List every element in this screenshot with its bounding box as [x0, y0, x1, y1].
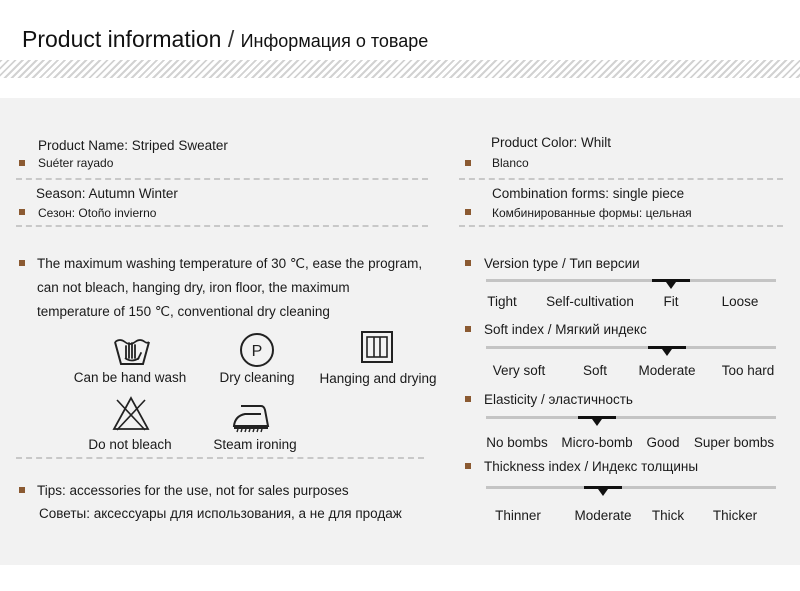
- scale-pointer-icon: [592, 419, 602, 426]
- care-label-steam-iron: Steam ironing: [213, 437, 297, 452]
- combination-forms: Combination forms: single piece: [492, 186, 685, 201]
- season-sub: Сезон: Otoño invierno: [38, 206, 157, 220]
- product-color-es: Blanco: [492, 156, 529, 170]
- bullet-icon: [465, 326, 471, 332]
- page-title-en: Product information: [22, 26, 222, 52]
- scale-pointer-icon: [666, 282, 676, 289]
- scale-title: Soft index / Мягкий индекс: [484, 322, 647, 337]
- page-title: [22, 26, 428, 53]
- combination-forms-ru: Комбинированные формы: цельная: [492, 206, 692, 220]
- divider: [16, 457, 424, 459]
- bullet-icon: [19, 487, 25, 493]
- divider: [16, 225, 428, 227]
- scale-title: Thickness index / Индекс толщины: [484, 459, 699, 474]
- scale-track: [486, 416, 776, 419]
- care-label-hand-wash: Can be hand wash: [73, 370, 187, 385]
- scale-option: Thick: [651, 508, 685, 523]
- product-color: Product Color: Whilt: [491, 135, 612, 150]
- dry-cleaning-icon: [237, 332, 277, 368]
- title-separator: /: [227, 26, 235, 52]
- bullet-icon: [465, 463, 471, 469]
- scale-pointer-icon: [598, 489, 608, 496]
- info-panel: [0, 98, 800, 565]
- bullet-icon: [465, 396, 471, 402]
- scale-track: [486, 346, 776, 349]
- scale-title: Elasticity / эластичность: [484, 392, 633, 407]
- decorative-stripe-bar: [0, 60, 800, 78]
- scale-option: Micro-bomb: [561, 435, 633, 450]
- page-title-ru: Информация о товаре: [240, 31, 429, 51]
- scale-track: [486, 486, 776, 489]
- steam-iron-icon: [231, 398, 271, 434]
- care-label-do-not-bleach: Do not bleach: [88, 437, 172, 452]
- scale-option: Soft: [582, 363, 608, 378]
- bullet-icon: [465, 260, 471, 266]
- bullet-icon: [19, 160, 25, 166]
- scale-option: Too hard: [721, 363, 775, 378]
- scale-option: Super bombs: [693, 435, 775, 450]
- washing-text-line-3: temperature of 150 ℃, conventional dry cleaning: [37, 304, 330, 319]
- hang-dry-icon: [357, 330, 397, 366]
- washing-text-line-1: The maximum washing temperature of 30 ℃, ease the program,: [37, 256, 423, 271]
- scale-option: Thinner: [495, 508, 541, 523]
- bullet-icon: [19, 209, 25, 215]
- scale-option: Loose: [721, 294, 759, 309]
- washing-text-line-2: can not bleach, hanging dry, iron floor, the maximum: [37, 280, 350, 295]
- product-name-es: Suéter rayado: [38, 156, 114, 170]
- scale-option: No bombs: [486, 435, 548, 450]
- scale-track: [486, 279, 776, 282]
- care-label-hang-dry: Hanging and drying: [319, 371, 437, 386]
- bullet-icon: [465, 209, 471, 215]
- scale-title: Version type / Тип версии: [484, 256, 640, 271]
- scale-option: Moderate: [638, 363, 696, 378]
- divider: [16, 178, 428, 180]
- scale-option: Very soft: [492, 363, 546, 378]
- tips-en: Tips: accessories for the use, not for sales purposes: [37, 483, 349, 498]
- page-header: [0, 0, 800, 60]
- divider: [459, 225, 783, 227]
- scale-option: Moderate: [574, 508, 632, 523]
- product-name: Product Name: Striped Sweater: [38, 138, 228, 153]
- divider: [459, 178, 783, 180]
- season: Season: Autumn Winter: [36, 186, 178, 201]
- scale-option: Thicker: [712, 508, 758, 523]
- hand-wash-icon: [112, 332, 152, 368]
- scale-option: Good: [646, 435, 680, 450]
- svg-text:P: P: [251, 343, 263, 360]
- bullet-icon: [465, 160, 471, 166]
- do-not-bleach-icon: [111, 396, 151, 432]
- bullet-icon: [19, 260, 25, 266]
- scale-option: Fit: [663, 294, 679, 309]
- scale-pointer-icon: [662, 349, 672, 356]
- care-label-dry-cleaning: Dry cleaning: [219, 370, 295, 385]
- scale-option: Tight: [487, 294, 517, 309]
- tips-ru: Советы: аксессуары для использования, а не для продаж: [39, 506, 402, 521]
- scale-option: Self-cultivation: [546, 294, 634, 309]
